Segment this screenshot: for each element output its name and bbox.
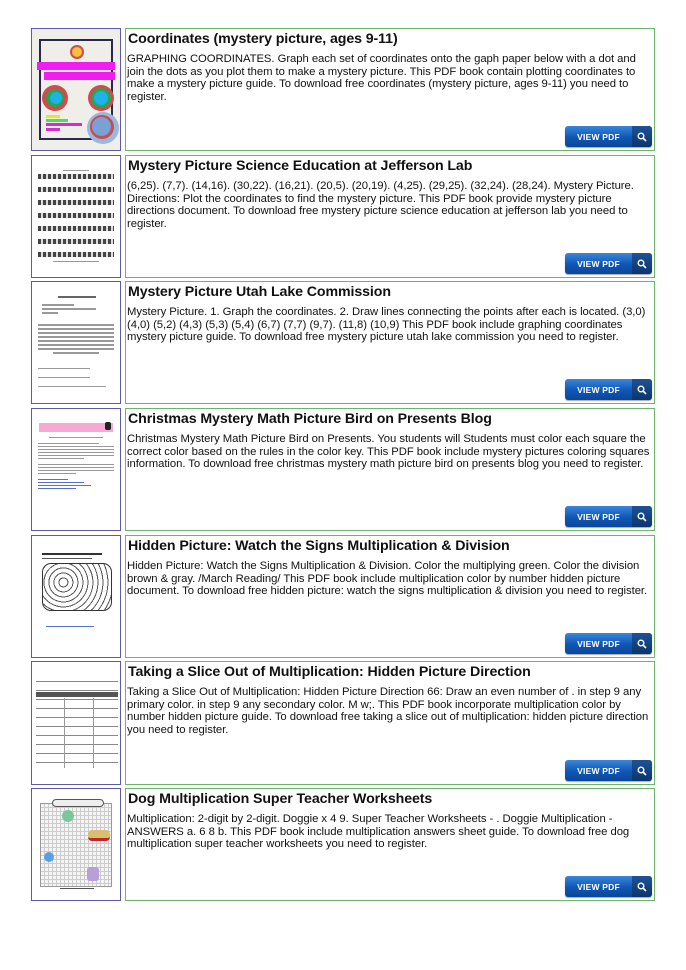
thumbnail-heading <box>42 553 102 555</box>
blog-header-banner <box>39 423 113 432</box>
result-item <box>31 281 655 404</box>
thumbnail-text-lines <box>42 304 96 319</box>
view-pdf-label: VIEW PDF <box>577 765 620 776</box>
dog-clipart <box>44 852 54 862</box>
view-pdf-button[interactable] <box>565 253 652 274</box>
dog-clipart <box>62 810 74 822</box>
view-pdf-button[interactable] <box>565 506 652 527</box>
result-content <box>125 535 655 658</box>
view-pdf-label: VIEW PDF <box>577 511 620 522</box>
circle-decoration <box>92 117 111 136</box>
thumbnail-form-lines <box>38 368 90 389</box>
highlight-bar <box>46 119 68 122</box>
result-item <box>31 535 655 658</box>
result-content <box>125 788 655 901</box>
magnifier-icon <box>632 876 652 897</box>
magnifier-icon <box>632 633 652 654</box>
thumbnail-doggie-multiplication[interactable] <box>31 788 121 901</box>
thumbnail-title-band <box>44 72 115 80</box>
result-item <box>31 28 655 151</box>
thumbnail-link <box>46 626 94 627</box>
result-item <box>31 788 655 901</box>
view-pdf-label: VIEW PDF <box>577 384 620 395</box>
smiley-icon <box>70 45 84 59</box>
thumbnail-christmas-bird[interactable] <box>31 408 121 531</box>
magnifier-icon <box>632 126 652 147</box>
coordinate-grid-preview <box>38 170 114 262</box>
view-pdf-label: VIEW PDF <box>577 258 620 269</box>
thumbnail-text-lines <box>38 437 114 491</box>
highlight-bar <box>46 128 60 131</box>
result-description: GRAPHING COORDINATES. Graph each set of coordinates onto the gaph paper below with a dot and join the dots as you plot them to make a mystery picture. This PDF book contain plotting coordinates to make a mystery picture guide. To download free coordinates (mystery picture, ages 9-11) you need to register. <box>127 53 636 103</box>
thumbnail-heading <box>42 558 92 559</box>
circle-decoration <box>94 91 108 105</box>
circle-decoration <box>50 92 62 104</box>
thumbnail-title-band <box>37 62 115 70</box>
result-title[interactable]: Mystery Picture Utah Lake Commission <box>128 284 391 300</box>
worksheet-grid <box>40 803 112 887</box>
view-pdf-button[interactable] <box>565 876 652 897</box>
result-content <box>125 408 655 531</box>
result-item <box>31 661 655 785</box>
result-title[interactable]: Dog Multiplication Super Teacher Worksheets <box>128 791 433 807</box>
worksheet-columns <box>36 698 118 768</box>
view-pdf-label: VIEW PDF <box>577 881 620 892</box>
result-item <box>31 155 655 278</box>
result-title[interactable]: Christmas Mystery Math Picture Bird on Presents Blog <box>128 411 492 427</box>
worksheet-header-bar <box>36 692 118 697</box>
thumbnail-heading <box>58 296 96 298</box>
thumbnail-hidden-picture-signs[interactable] <box>31 535 121 658</box>
magnifier-icon <box>632 379 652 400</box>
result-title[interactable]: Taking a Slice Out of Multiplication: Hidden Picture Direction <box>128 664 531 680</box>
magnifier-icon <box>632 760 652 781</box>
coloring-puzzle <box>42 563 112 611</box>
thumbnail-slice-multiplication[interactable] <box>31 661 121 785</box>
thumbnail-utah-lake[interactable] <box>31 281 121 404</box>
result-description: Christmas Mystery Math Picture Bird on Presents. You students will Students must color each square the correct color based on the rules in the color key. This PDF book include mystery pictures coloring squares information. To download free christmas mystery math picture bird on presents blog you need to register. <box>127 433 650 471</box>
thumbnail-coordinate-lines <box>38 324 114 356</box>
view-pdf-button[interactable] <box>565 126 652 147</box>
thumbnail-graphing-coordinates[interactable] <box>31 28 121 151</box>
dog-clipart <box>88 830 110 841</box>
view-pdf-button[interactable] <box>565 379 652 400</box>
result-description: Taking a Slice Out of Multiplication: Hidden Picture Direction 66: Draw an even number of . in step 9 any primary color. in step 9 any secondary color. M w;. This PDF book incorporate multiplication color by number hidden picture guide. To download free taking a slice out of multiplication: hidden picture direction you need to register. <box>127 686 649 736</box>
thumbnail-jefferson-lab[interactable] <box>31 155 121 278</box>
result-title[interactable]: Mystery Picture Science Education at Jefferson Lab <box>128 158 473 174</box>
magnifier-icon <box>632 506 652 527</box>
result-description: Multiplication: 2-digit by 2-digit. Doggie x 4 9. Super Teacher Worksheets - . Doggie Multiplication - ANSWERS a. 6 8 b. This PDF book include multiplication answers sheet guide. To download free dog multiplication super teacher worksheets you need to register. <box>127 813 630 851</box>
result-item <box>31 408 655 531</box>
result-content <box>125 28 655 151</box>
view-pdf-label: VIEW PDF <box>577 131 620 142</box>
view-pdf-label: VIEW PDF <box>577 638 620 649</box>
dog-clipart <box>87 867 99 881</box>
result-title[interactable]: Hidden Picture: Watch the Signs Multiplication & Division <box>128 538 510 554</box>
highlight-bar <box>46 123 82 126</box>
worksheet-title-banner <box>52 799 104 807</box>
result-title[interactable]: Coordinates (mystery picture, ages 9-11) <box>128 31 398 47</box>
result-content <box>125 281 655 404</box>
worksheet-footer <box>60 888 94 889</box>
result-content <box>125 155 655 278</box>
result-content <box>125 661 655 785</box>
highlight-bar <box>46 115 60 118</box>
bird-icon <box>105 422 111 430</box>
result-description: Mystery Picture. 1. Graph the coordinates. 2. Draw lines connecting the points after each is located. (3,0) (4,0) (5,2) (4,3) (5,3) (5,4) (6,7) (7,7) (9,7). (11,8) (10,9) This PDF book include graphing coordinates mystery picture guide. To download free mystery picture utah lake commission you need to register. <box>127 306 646 344</box>
view-pdf-button[interactable] <box>565 760 652 781</box>
view-pdf-button[interactable] <box>565 633 652 654</box>
result-description: Hidden Picture: Watch the Signs Multiplication & Division. Color the multiplying green. Color the division brown & gray. /March Reading/ This PDF book include multiplication color by number hidden picture document. To download free hidden picture: watch the signs multiplication & division you need to register. <box>127 560 648 598</box>
result-description: (6,25). (7,7). (14,16). (30,22). (16,21). (20,5). (20,19). (4,25). (29,25). (32,24). (28,24). Mystery Picture. Directions: Plot the coordinates to find the mystery picture. This PDF book provide mystery picture directions document. To download free mystery picture science education at jefferson lab you need to register. <box>127 180 634 230</box>
magnifier-icon <box>632 253 652 274</box>
